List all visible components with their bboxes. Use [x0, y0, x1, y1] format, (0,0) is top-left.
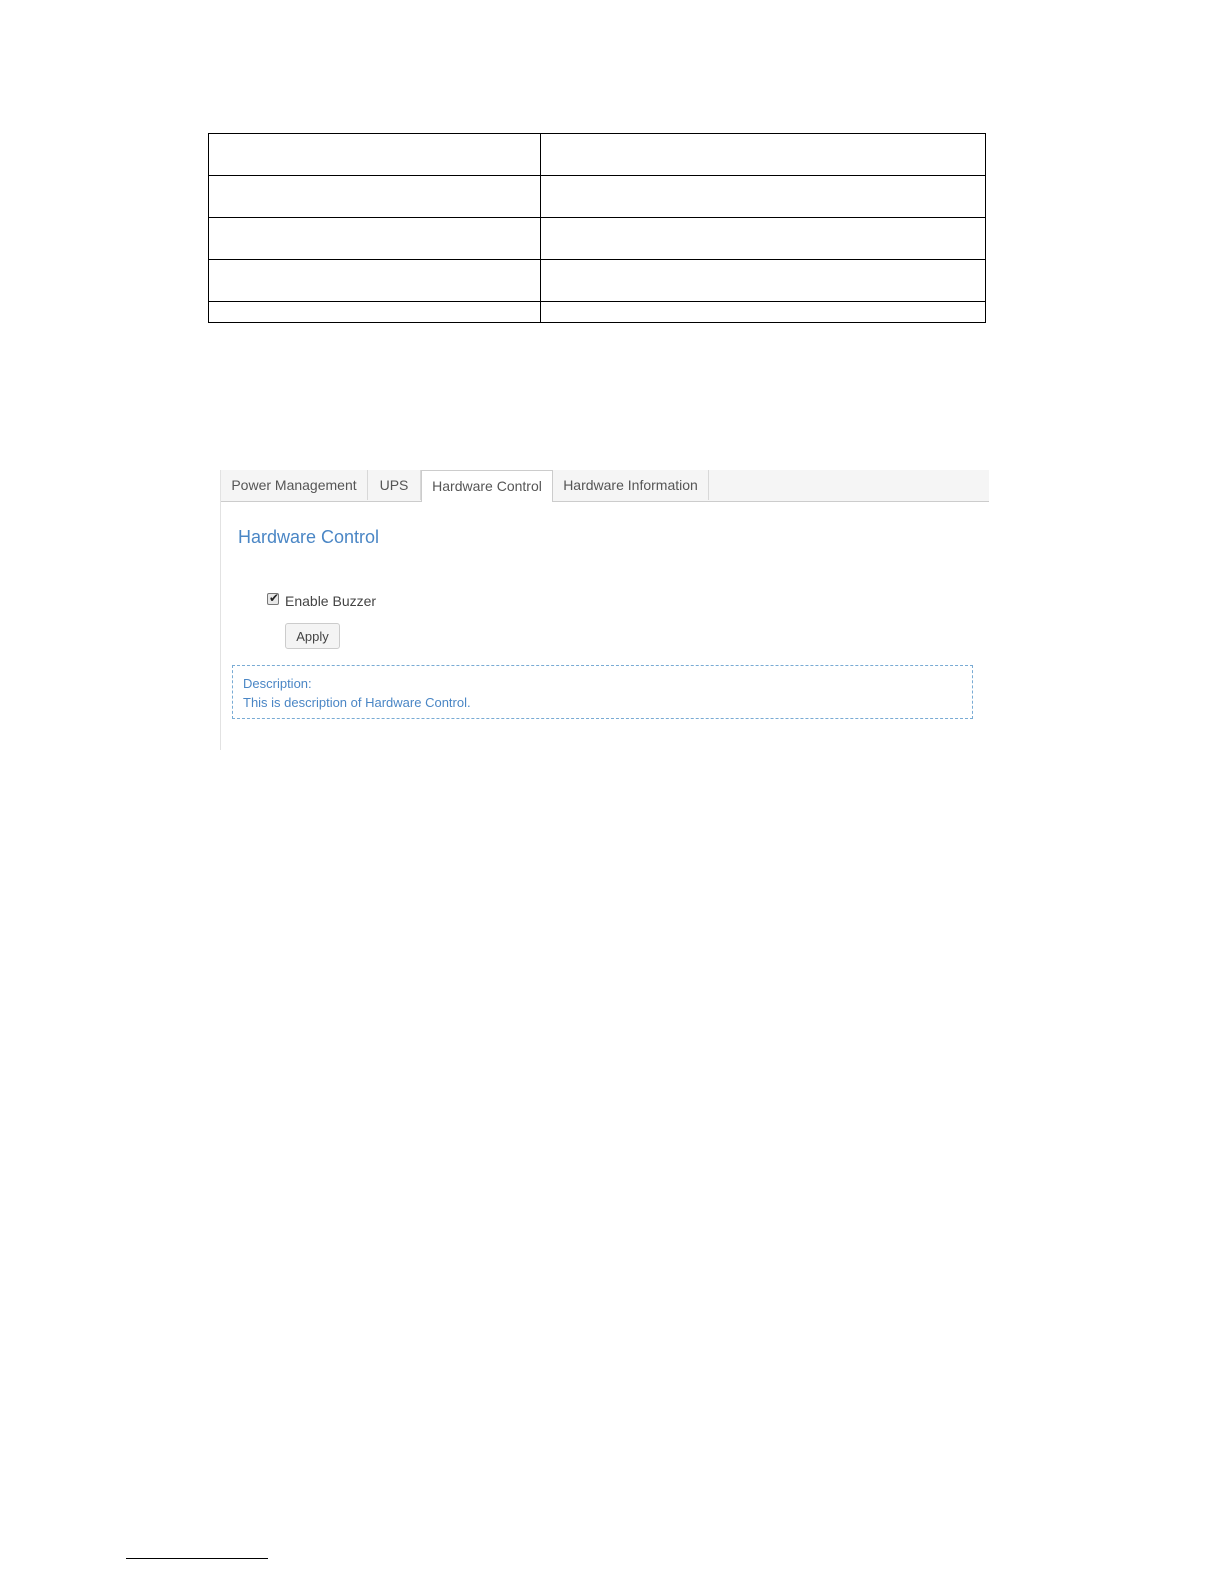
- description-text: This is description of Hardware Control.: [243, 695, 471, 710]
- tab-power-management[interactable]: Power Management: [221, 470, 368, 500]
- table-cell: [541, 176, 986, 218]
- description-box: [232, 665, 973, 719]
- table-row: [209, 176, 986, 218]
- document-table: [208, 133, 986, 323]
- table-cell: [209, 260, 541, 302]
- table-row: [209, 134, 986, 176]
- hardware-control-panel: [220, 470, 989, 750]
- table-cell: [541, 134, 986, 176]
- tab-hardware-information[interactable]: Hardware Information: [553, 470, 709, 500]
- table-row: [209, 302, 986, 323]
- table-cell: [541, 218, 986, 260]
- apply-button[interactable]: Apply: [285, 623, 340, 649]
- footnote-separator: [126, 1558, 268, 1559]
- table-cell: [209, 176, 541, 218]
- table-cell: [209, 302, 541, 323]
- table-row: [209, 218, 986, 260]
- description-heading: Description:: [243, 676, 312, 691]
- checkmark-icon: ✔: [269, 591, 280, 605]
- section-title: Hardware Control: [238, 527, 380, 547]
- tab-hardware-control[interactable]: Hardware Control: [421, 470, 553, 502]
- table-cell: [541, 260, 986, 302]
- table-cell: [541, 302, 986, 323]
- tab-ups[interactable]: UPS: [368, 470, 421, 500]
- tab-bar: [221, 470, 989, 502]
- table-row: [209, 260, 986, 302]
- table-cell: [209, 134, 541, 176]
- enable-buzzer-label[interactable]: Enable Buzzer: [285, 593, 377, 609]
- enable-buzzer-checkbox[interactable]: [267, 593, 279, 605]
- table-cell: [209, 218, 541, 260]
